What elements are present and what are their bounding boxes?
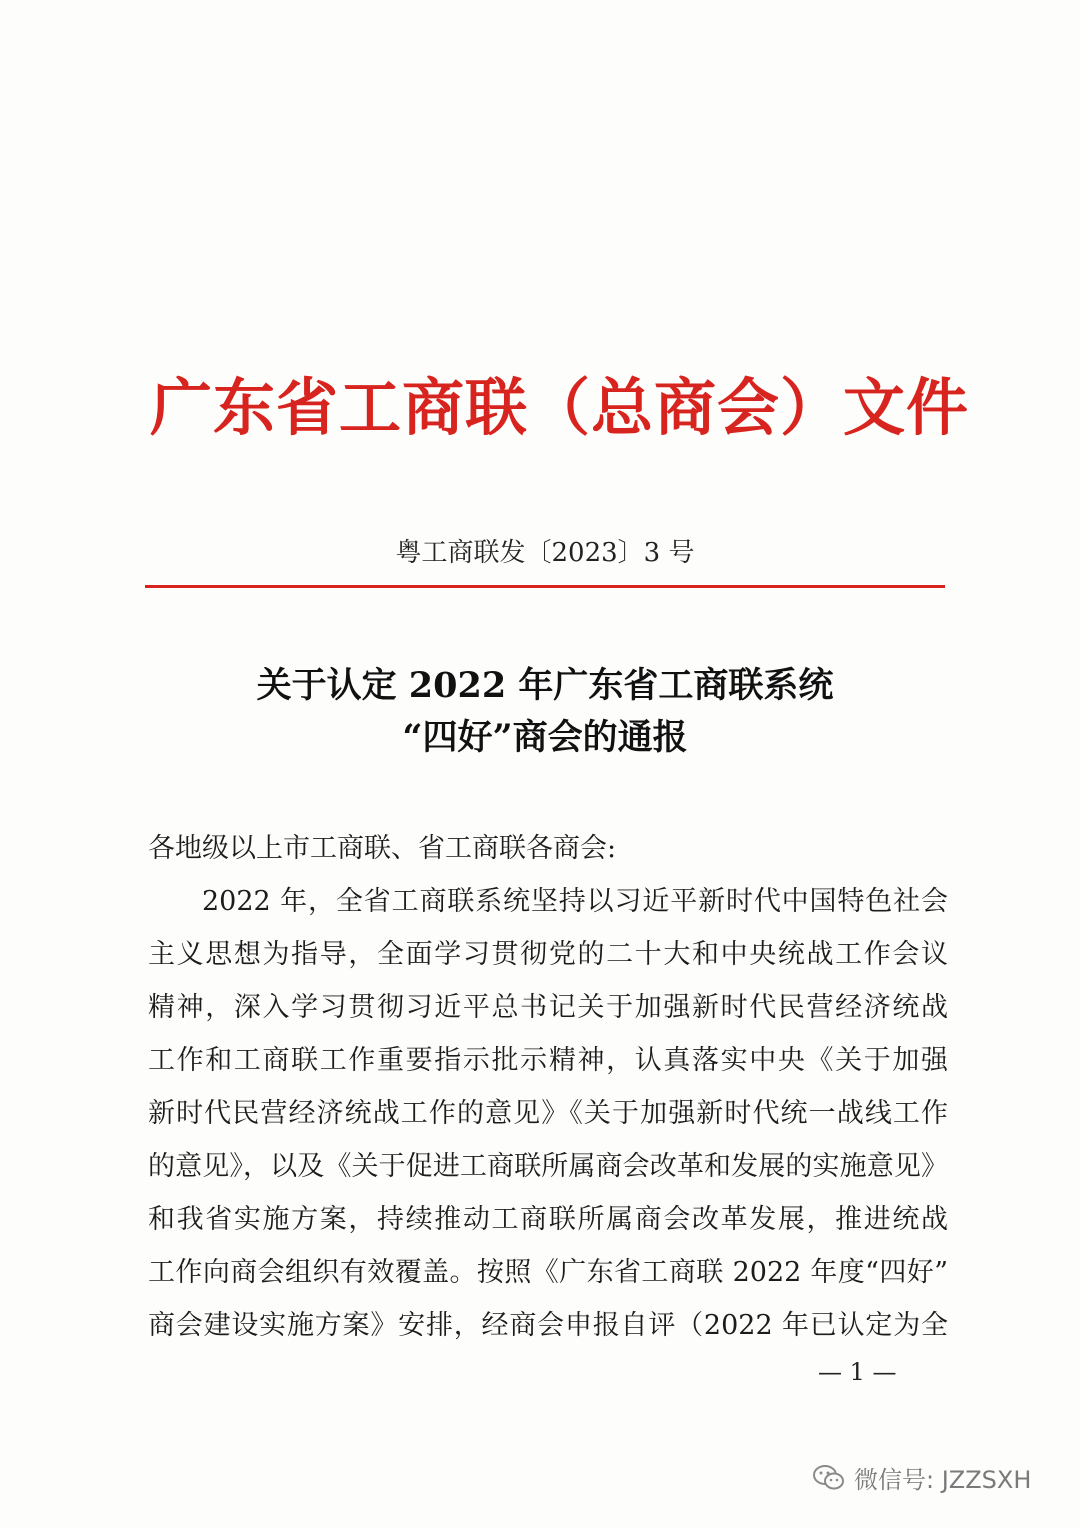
paragraph-line: 和我省实施方案，持续推动工商联所属商会改革发展，推进统战 (148, 1204, 948, 1235)
paragraph-line: 主义思想为指导，全面学习贯彻党的二十大和中央统战工作会议 (148, 939, 948, 970)
page-number: — 1 — (818, 1358, 897, 1386)
document-body (148, 822, 948, 1352)
paragraph-line: 新时代民营经济统战工作的意见》《关于加强新时代统一战线工作 (148, 1098, 948, 1129)
paragraph-line: 的意见》，以及《关于促进工商联所属商会改革和发展的实施意见》 (148, 1151, 948, 1182)
paragraph-line: 工作向商会组织有效覆盖。按照《广东省工商联 2022 年度“四好” (148, 1257, 948, 1288)
document-number: 粤工商联发〔2023〕3 号 (395, 538, 695, 568)
header-divider-line (145, 585, 945, 588)
paragraph-line: 工作和工商联工作重要指示批示精神，认真落实中央《关于加强 (148, 1045, 948, 1076)
notice-title-line-1: 关于认定 2022 年广东省工商联系统 (256, 665, 834, 706)
watermark-text: 微信号: JZZSXH (854, 1466, 1032, 1494)
addressee-line: 各地级以上市工商联、省工商联各商会: (148, 833, 617, 864)
wechat-watermark (812, 1460, 1031, 1495)
paragraph-line: 精神，深入学习贯彻习近平总书记关于加强新时代民营经济统战 (148, 992, 948, 1023)
paragraph-line: 2022 年，全省工商联系统坚持以习近平新时代中国特色社会 (202, 886, 948, 917)
notice-title (145, 660, 945, 764)
notice-title-line-2: “四好”商会的通报 (402, 717, 688, 758)
paragraph-line: 商会建设实施方案》安排，经商会申报自评（2022 年已认定为全 (148, 1310, 948, 1341)
wechat-icon (812, 1464, 846, 1492)
document-header-title: 广东省工商联（总商会）文件 (150, 371, 970, 444)
